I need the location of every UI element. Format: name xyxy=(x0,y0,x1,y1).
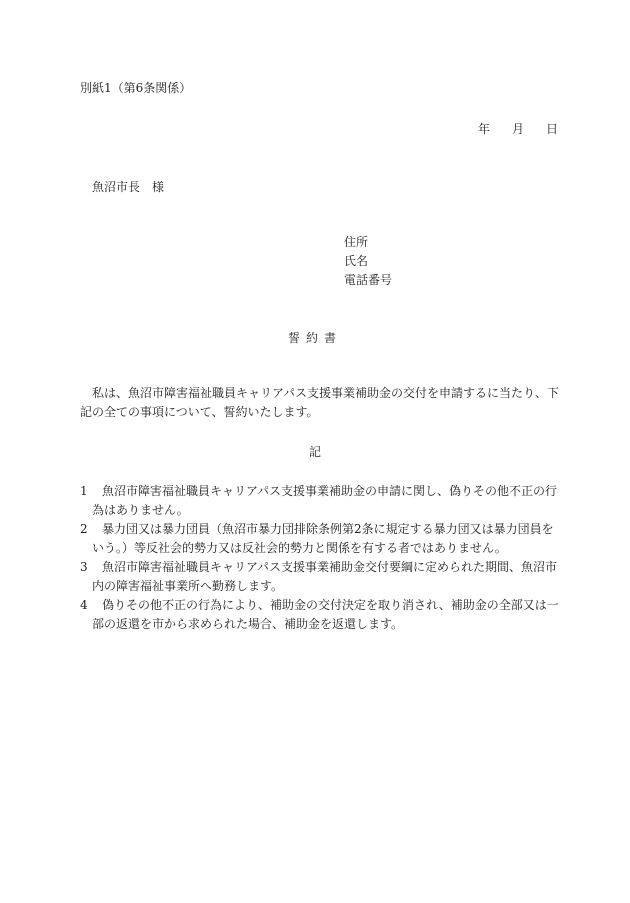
date-line xyxy=(478,120,558,139)
pledge-item-number: 4 xyxy=(80,598,88,612)
day-label: 日 xyxy=(545,122,558,136)
pledge-item xyxy=(80,520,562,558)
pledge-item xyxy=(80,596,562,634)
pledge-item-number: 2 xyxy=(80,522,88,536)
addressee xyxy=(92,178,164,197)
pledge-item-text: 偽りその他不正の行為により、補助金の交付決定を取り消され、補助金の全部又は一部の返還を市から求められた場合、補助金を返還します。 xyxy=(92,598,559,631)
pledge-item-number: 3 xyxy=(80,560,88,574)
pledge-items xyxy=(80,482,562,634)
name-label: 氏名 xyxy=(344,254,369,268)
address-label: 住所 xyxy=(344,235,369,249)
pledge-item-text: 魚沼市障害福祉職員キャリアパス支援事業補助金の申請に関し、偽りその他不正の行為はありません。 xyxy=(92,484,558,517)
pledge-item-number: 1 xyxy=(80,484,88,498)
phone-label: 電話番号 xyxy=(344,273,393,287)
pledge-item xyxy=(80,558,562,596)
pledge-item-text: 魚沼市障害福祉職員キャリアパス支援事業補助金交付要綱に定められた期間、魚沼市内の障害福祉事業所へ勤務します。 xyxy=(92,560,558,593)
intro-paragraph: 私は、魚沼市障害福祉職員キャリアパス支援事業補助金の交付を申請するに当たり、下記の全ての事項について、誓約いたします。 xyxy=(80,386,560,419)
document-title: 誓約書 xyxy=(287,331,342,345)
addressee-name: 魚沼市長 xyxy=(92,180,141,194)
month-label: 月 xyxy=(511,122,524,136)
pledge-item xyxy=(80,482,562,520)
year-label: 年 xyxy=(477,122,490,136)
addressee-honorific: 様 xyxy=(152,180,165,194)
applicant-fields xyxy=(344,233,392,290)
ki-heading: 記 xyxy=(308,445,321,459)
pledge-item-text: 暴力団又は暴力団員（魚沼市暴力団排除条例第2条に規定する暴力団又は暴力団員をいう。）等反社会的勢力又は反社会的勢力と関係を有する者ではありません。 xyxy=(92,522,554,555)
reference-label: 別紙1（第6条関係） xyxy=(80,81,192,95)
